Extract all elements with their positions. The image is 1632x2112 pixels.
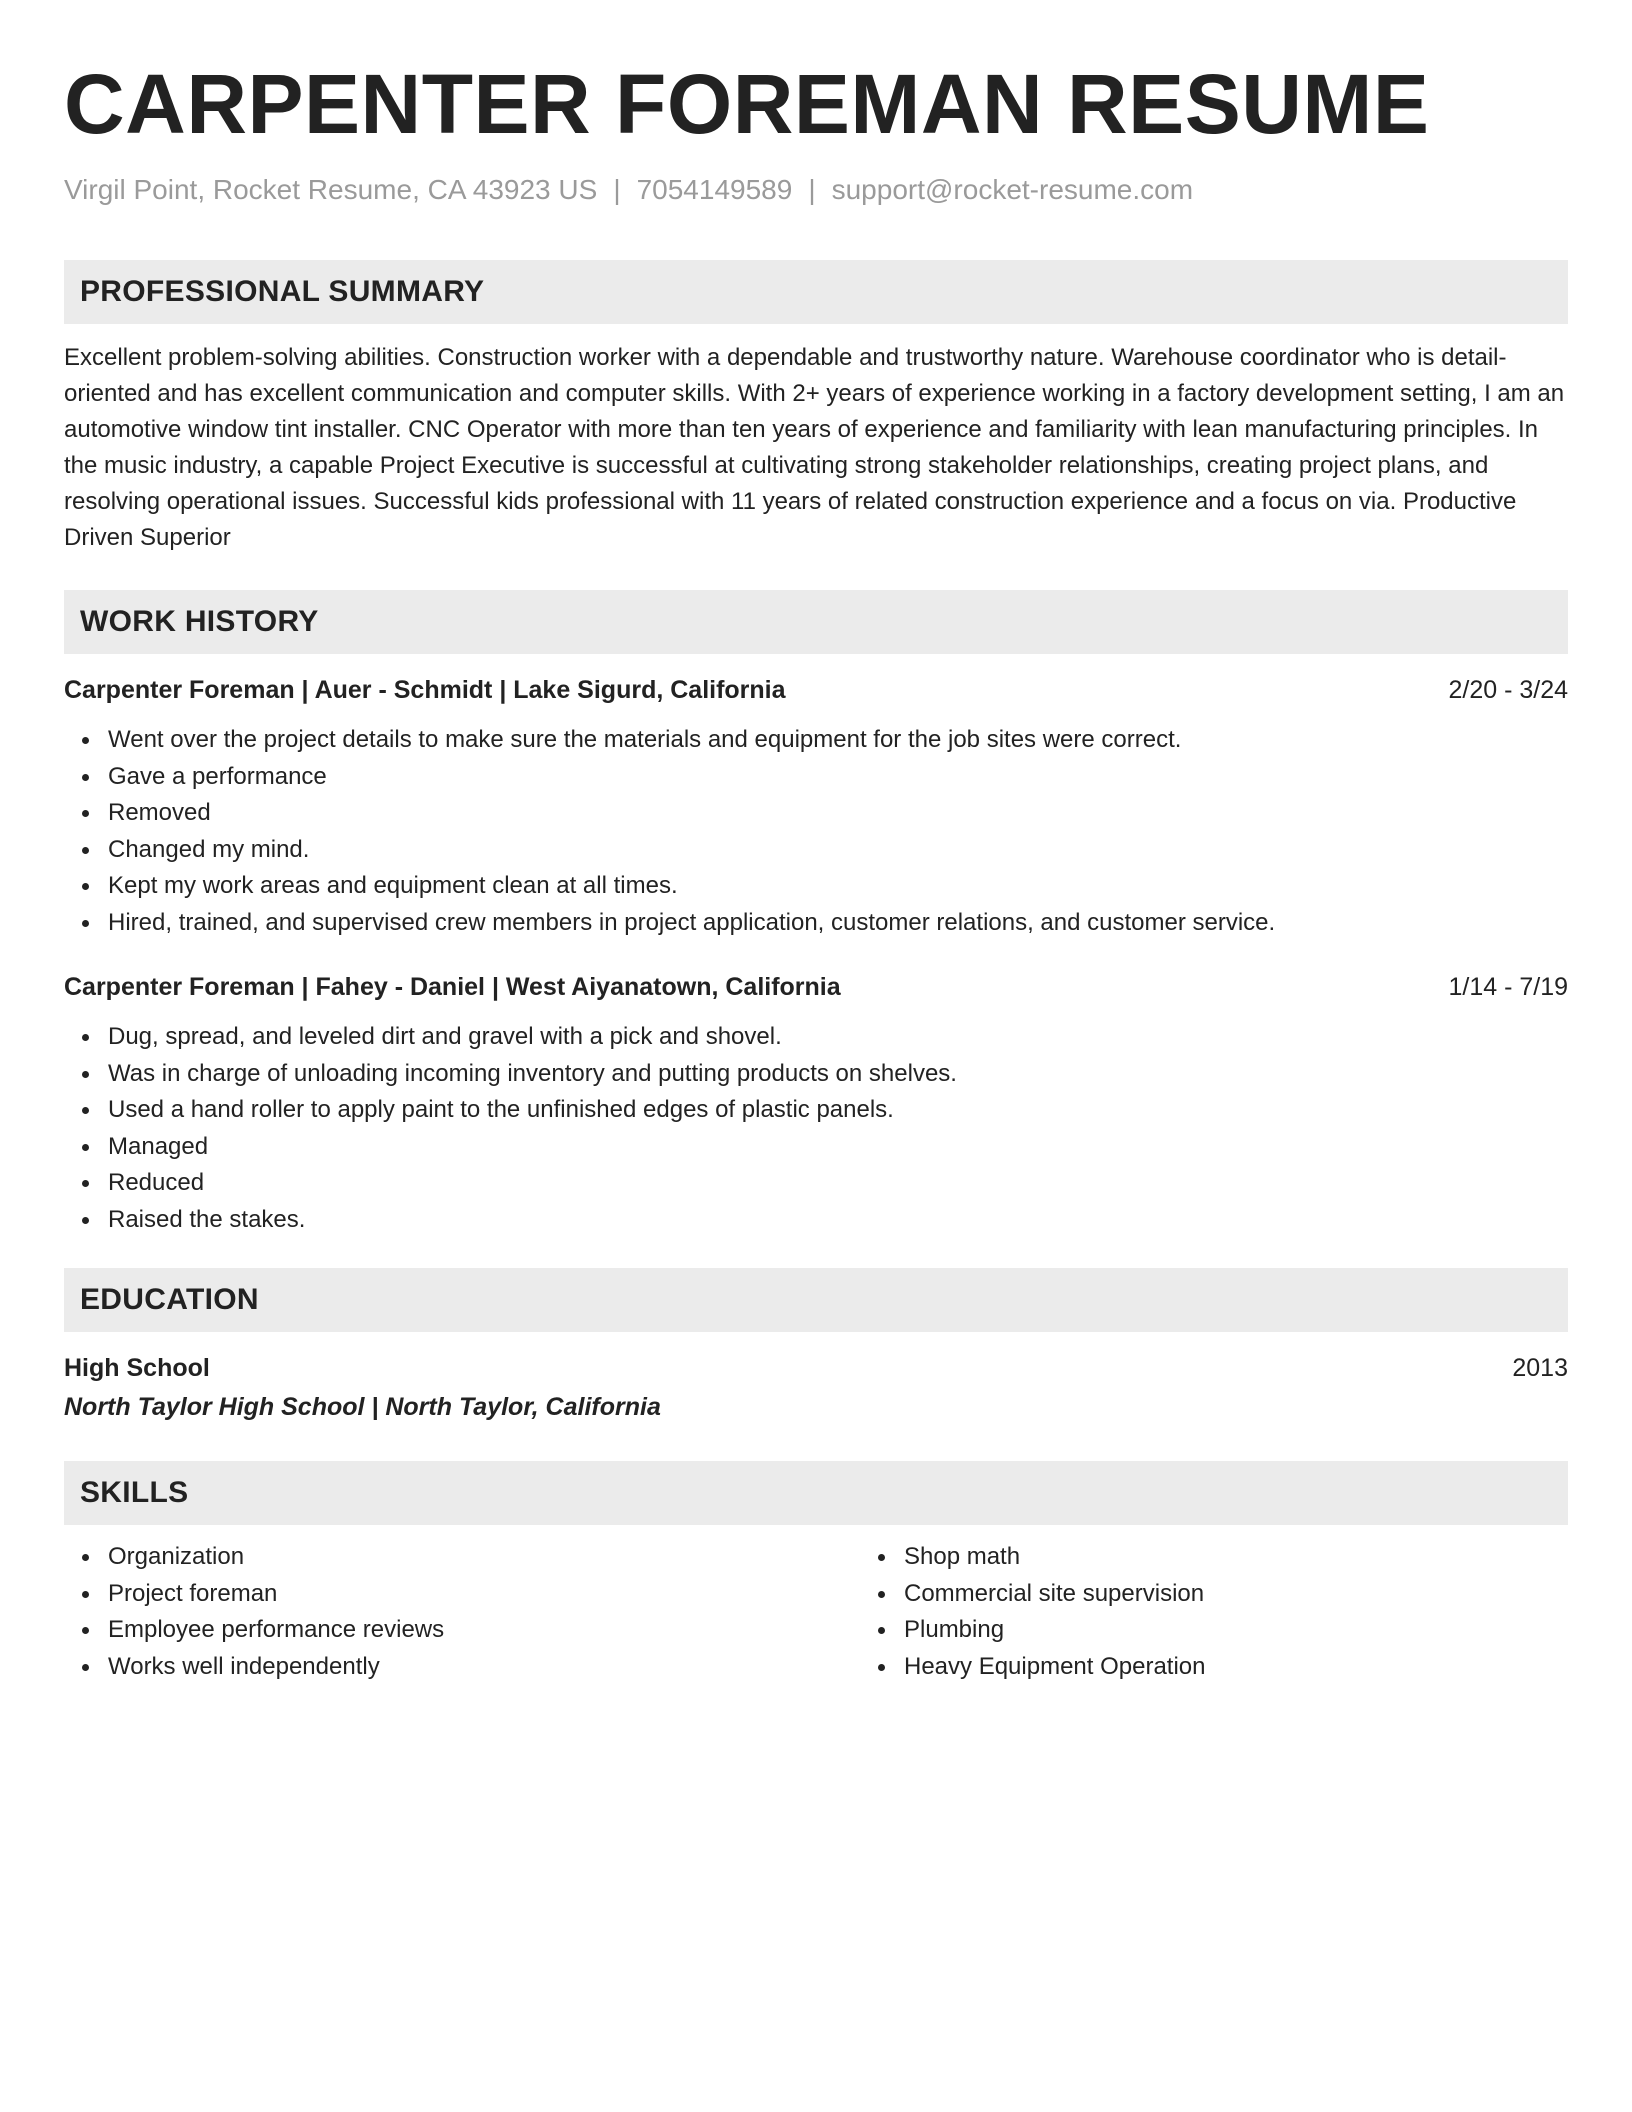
work-history-heading: WORK HISTORY	[64, 590, 1568, 654]
job-bullet: Reduced	[108, 1165, 1568, 1202]
job-bullet: Used a hand roller to apply paint to the unfinished edges of plastic panels.	[108, 1092, 1568, 1129]
job-bullet: Was in charge of unloading incoming inventory and putting products on shelves.	[108, 1056, 1568, 1093]
skills-column-left	[64, 1539, 860, 1685]
job-bullet: Changed my mind.	[108, 832, 1568, 869]
contact-separator: |	[808, 174, 816, 205]
education-degree: High School	[64, 1354, 210, 1382]
contact-email: support@rocket-resume.com	[831, 174, 1194, 205]
job-bullet: Hired, trained, and supervised crew members in project application, customer relations, and customer service.	[108, 905, 1568, 942]
resume-title: CARPENTER FOREMAN RESUME	[64, 57, 1430, 151]
job-title: Carpenter Foreman | Fahey - Daniel | West Aiyanatown, California	[64, 973, 841, 1001]
job-bullet: Went over the project details to make sure the materials and equipment for the job sites were correct.	[108, 722, 1568, 759]
skill-item: Employee performance reviews	[108, 1612, 860, 1649]
job-bullet: Raised the stakes.	[108, 1202, 1568, 1239]
education-entry	[64, 1350, 1568, 1425]
skill-item: Heavy Equipment Operation	[904, 1649, 1632, 1686]
job-bullet: Kept my work areas and equipment clean at all times.	[108, 868, 1568, 905]
contact-separator: |	[613, 174, 621, 205]
job-bullet: Dug, spread, and leveled dirt and gravel with a pick and shovel.	[108, 1019, 1568, 1056]
skill-item: Organization	[108, 1539, 860, 1576]
job-header	[64, 969, 1568, 1005]
job-bullet: Managed	[108, 1129, 1568, 1166]
skill-item: Works well independently	[108, 1649, 860, 1686]
contact-address: Virgil Point, Rocket Resume, CA 43923 US	[64, 174, 598, 205]
summary-heading: PROFESSIONAL SUMMARY	[64, 260, 1568, 324]
education-heading: EDUCATION	[64, 1268, 1568, 1332]
skill-item: Project foreman	[108, 1576, 860, 1613]
skills-columns	[64, 1539, 1568, 1685]
job-dates: 1/14 - 7/19	[1448, 973, 1568, 1001]
job-bullet: Gave a performance	[108, 759, 1568, 796]
job-entry	[64, 672, 1568, 941]
contact-phone: 7054149589	[636, 174, 793, 205]
skill-item: Commercial site supervision	[904, 1576, 1632, 1613]
job-entry	[64, 969, 1568, 1238]
job-bullets	[64, 1019, 1568, 1238]
skill-item: Plumbing	[904, 1612, 1632, 1649]
job-dates: 2/20 - 3/24	[1448, 676, 1568, 704]
skill-item: Shop math	[904, 1539, 1632, 1576]
job-header	[64, 672, 1568, 708]
skills-column-right	[860, 1539, 1632, 1685]
contact-line	[64, 172, 1568, 208]
education-header	[64, 1350, 1568, 1386]
job-bullets	[64, 722, 1568, 941]
summary-text: Excellent problem-solving abilities. Construction worker with a dependable and trustworthy nature. Warehouse coordinator who is detail-oriented and has excellent communication and computer skills. With 2+ years of experience working in a factory development setting, I am an automotive window tint installer. CNC Operator with more than ten years of experience and familiarity with lean manufacturing principles. In the music industry, a capable Project Executive is successful at cultivating strong stakeholder relationships, creating project plans, and resolving operational issues. Successful kids professional with 11 years of related construction experience and a focus on via. Productive Driven Superior	[64, 344, 1565, 551]
skills-heading: SKILLS	[64, 1461, 1568, 1525]
education-year: 2013	[1512, 1354, 1568, 1382]
job-bullet: Removed	[108, 795, 1568, 832]
education-school: North Taylor High School | North Taylor, California	[64, 1393, 661, 1421]
job-title: Carpenter Foreman | Auer - Schmidt | Lake Sigurd, California	[64, 676, 786, 704]
